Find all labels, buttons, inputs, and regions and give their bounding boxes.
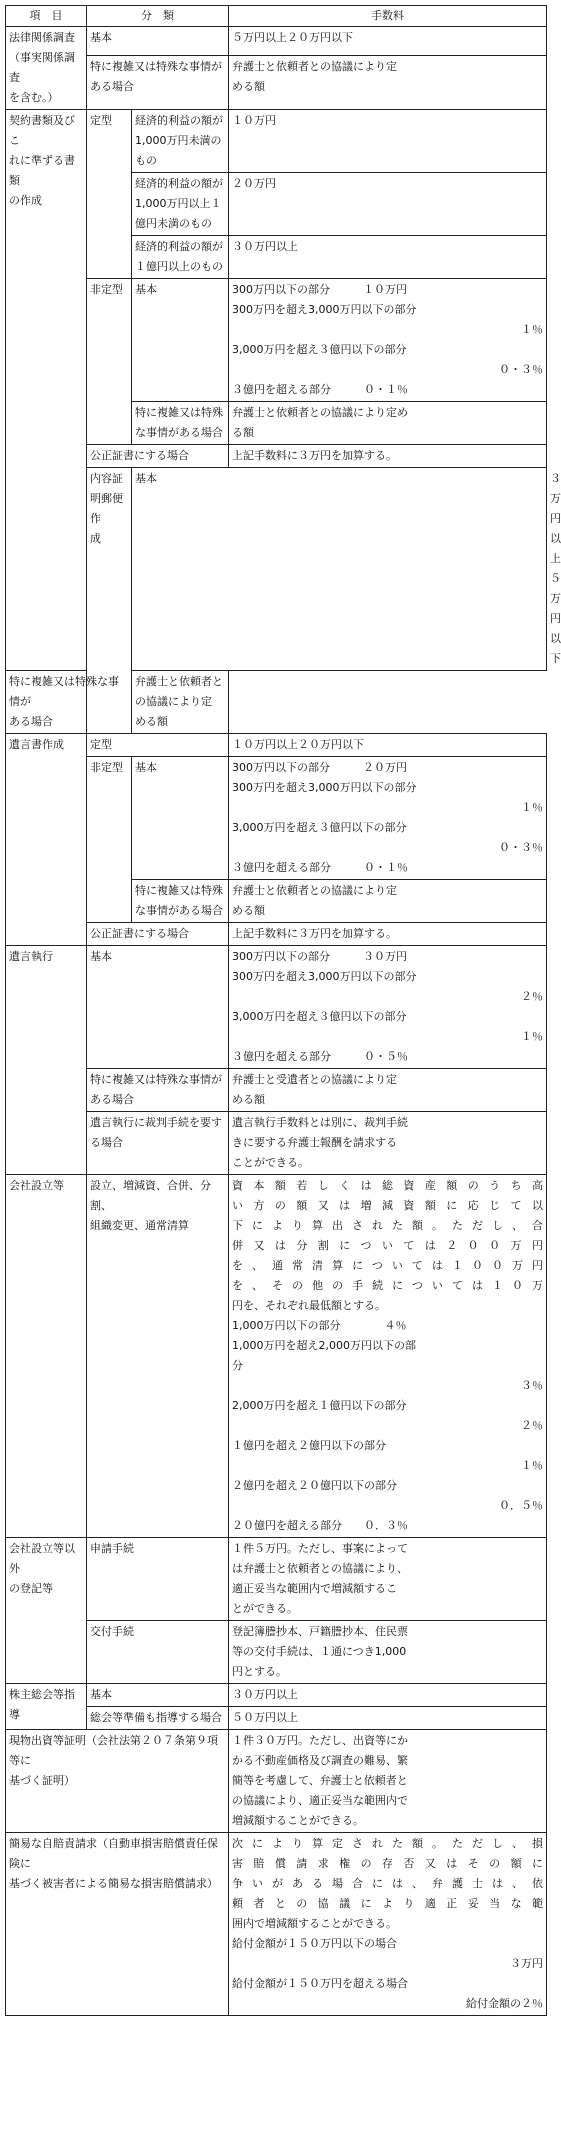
cat-notary: 公正証書にする場合 <box>87 445 229 468</box>
text-line: １件３０万円。ただし、出資等にか <box>232 1734 408 1747</box>
cat-std-3 <box>132 236 229 279</box>
text-line: る場合 <box>90 1136 123 1149</box>
text-line: 300万円以下の部分 １０万円 <box>232 283 407 296</box>
fee-notary: 上記手数料に３万円を加算する。 <box>229 445 547 468</box>
text-line: 法律関係調査 <box>9 31 75 44</box>
table-row <box>6 1175 547 1538</box>
text-line: 弁護士と依頼者との協議により定 <box>232 884 397 897</box>
fee-prep: ５０万円以上 <box>229 1707 547 1730</box>
text-line: １件５万円。ただし、事案によって <box>232 1542 408 1555</box>
text-line: 億円未満のもの <box>135 217 212 230</box>
text-line: ３％ <box>521 1379 543 1392</box>
text-line: 簡等を考慮して、弁護士と依頼者と <box>232 1774 408 1787</box>
item-legal-survey <box>6 27 87 110</box>
text-line: 会社設立等以外 <box>9 1542 75 1575</box>
fee-basic-tiers <box>229 279 547 402</box>
text-line: 契約書類及びこ <box>9 114 75 147</box>
text-line: 基づく被害者による簡易な損害賠償請求） <box>9 1877 218 1890</box>
text-line: ０．５％ <box>499 1499 543 1512</box>
text-line: １％ <box>521 801 543 814</box>
cat-complex <box>132 880 229 923</box>
text-line: 給付金額が１５０万円を超える場合 <box>232 1977 408 1990</box>
text-line: ある場合 <box>90 79 134 93</box>
text-line: ０・３％ <box>499 363 543 376</box>
text-line: ２％ <box>521 990 543 1003</box>
fee-company-setup <box>229 1175 547 1538</box>
header-fee: 手数料 <box>229 6 547 27</box>
text-line: を、通常清算については１００万円 <box>232 1259 543 1272</box>
cat-complex <box>132 402 229 445</box>
table-row <box>6 1069 547 1112</box>
text-line: 遺言執行に裁判手続を要す <box>90 1116 222 1129</box>
text-line: める額 <box>232 79 265 93</box>
text-line: 3,000万円を超え３億円以下の部分 <box>232 343 407 356</box>
text-line: 300万円を超え3,000万円以下の部分 <box>232 970 417 983</box>
text-line: 現物出資等証明（会社法第２０７条第９項等に <box>9 1734 218 1767</box>
text-line: 基づく証明） <box>9 1774 75 1787</box>
text-line: 頼者との協議により適正妥当な範 <box>232 1897 543 1910</box>
text-line: ３万円 <box>510 1957 543 1970</box>
text-line: かる不動産価格及び調査の難易、繁 <box>232 1754 408 1767</box>
cat-basic: 基本 <box>132 468 547 671</box>
table-row <box>6 1112 547 1175</box>
text-line: の登記等 <box>9 1582 53 1595</box>
text-line: 300万円を超え3,000万円以下の部分 <box>232 781 417 794</box>
text-line: 弁護士と依頼者との協議により定 <box>232 59 397 73</box>
text-line: 特に複雑又は特殊な事情が <box>90 59 222 73</box>
cat-standard: 定型 <box>87 734 229 757</box>
text-line: る額 <box>232 426 254 439</box>
fee-std-1: １０万円 <box>229 110 547 173</box>
table-row <box>6 445 547 468</box>
text-line: 円とする。 <box>232 1665 287 1678</box>
item-company-setup: 会社設立等 <box>6 1175 87 1538</box>
table-row <box>6 757 547 880</box>
text-line: １億円を超え２億円以下の部分 <box>232 1439 386 1452</box>
text-line: １億円以上のもの <box>135 260 223 273</box>
text-line: もの <box>135 154 157 167</box>
text-line: は弁護士と依頼者との協議により、 <box>232 1562 408 1575</box>
item-contract-docs <box>6 110 87 671</box>
fee-table <box>5 5 561 2016</box>
table-row <box>6 671 547 734</box>
table-row: 内容証明郵便作 成 基本 ３万円以上５万円以下 <box>6 468 547 671</box>
text-line: める額 <box>232 904 265 917</box>
text-line: 遺言執行手数料とは別に、裁判手続 <box>232 1116 408 1129</box>
text-line: 次により算定された額。ただし、損 <box>232 1837 543 1850</box>
text-line: 増減額することができる。 <box>232 1814 364 1827</box>
text-line: 囲内で増減額することができる。 <box>232 1917 397 1930</box>
cat-notary: 公正証書にする場合 <box>87 923 229 946</box>
fee-basic-tiers <box>229 946 547 1069</box>
table-row <box>6 1707 547 1730</box>
cat-basic: 基本 <box>132 757 229 880</box>
fee-delivery <box>229 1621 547 1684</box>
text-line: 弁護士と依頼者との協議により定め <box>232 406 408 419</box>
text-line: 特に複雑又は特殊 <box>135 406 223 419</box>
cat-apply: 申請手続 <box>87 1538 229 1621</box>
cat-complex <box>87 1069 229 1112</box>
table-row <box>6 734 547 757</box>
text-line: 組織変更、通常清算 <box>90 1219 189 1232</box>
text-line: を含む。） <box>9 91 59 104</box>
text-line: 3,000万円を超え３億円以下の部分 <box>232 1010 407 1023</box>
text-line: 300万円以下の部分 ３０万円 <box>232 950 407 963</box>
text-line: れに準ずる書類 <box>9 154 75 187</box>
cat-nonstandard: 非定型 <box>87 757 132 923</box>
text-line: 併又は分割については２００万円 <box>232 1239 543 1252</box>
text-line: ２％ <box>521 1419 543 1432</box>
text-line: 簡易な自賠責請求（自動車損害賠償責任保険に <box>9 1837 218 1870</box>
text-line: ある場合 <box>90 1093 134 1106</box>
text-line: の作成 <box>9 194 42 207</box>
text-line: 1,000万円を超え2,000万円以下の部 <box>232 1339 416 1352</box>
text-line: の協議により、適正妥当な範囲内で <box>232 1794 408 1807</box>
text-line: （事実関係調査 <box>9 51 75 84</box>
text-line: 特に複雑又は特殊な事情が <box>90 1073 222 1086</box>
fee-basic-tiers <box>229 757 547 880</box>
cat-complex <box>6 671 132 734</box>
text-line: める額 <box>135 715 168 728</box>
item-will-drafting: 遺言書作成 <box>6 734 87 946</box>
text-line: 1,000万円以上１ <box>135 197 222 210</box>
text-line: な事情がある場合 <box>135 426 223 439</box>
cat-nonstandard: 非定型 <box>87 279 132 445</box>
fee-complex <box>132 671 229 734</box>
table-row <box>6 923 547 946</box>
fee-compensation <box>229 1833 547 2016</box>
text-line: １％ <box>521 1459 543 1472</box>
cat-basic: 基本 <box>87 1684 229 1707</box>
fee-trial <box>229 1112 547 1175</box>
item-will-execution: 遺言執行 <box>6 946 87 1175</box>
text-line: 分 <box>232 1359 243 1372</box>
text-line: 経済的利益の額が <box>135 177 223 190</box>
text-line: 給付金額が１５０万円以下の場合 <box>232 1937 397 1950</box>
text-line: 1,000万円以下の部分 ４％ <box>232 1319 407 1332</box>
text-line: 300万円以下の部分 ２０万円 <box>232 761 407 774</box>
header-item: 項 目 <box>6 6 87 27</box>
text-line: 3,000万円を超え３億円以下の部分 <box>232 821 407 834</box>
table-row <box>6 1538 547 1621</box>
text-line: 登記簿謄抄本、戸籍謄抄本、住民票 <box>232 1625 408 1638</box>
text-line: い方の額又は増減資額に応じて以 <box>232 1199 543 1212</box>
text-line: ０・３％ <box>499 841 543 854</box>
fee-complex <box>229 1069 547 1112</box>
cat-company-setup <box>87 1175 229 1538</box>
text-line: な事情がある場合 <box>135 904 223 917</box>
cat-basic: 基本 <box>87 946 229 1069</box>
fee-std-2: ２０万円 <box>229 173 547 236</box>
cat-std-1 <box>132 110 229 173</box>
table-row <box>6 110 547 173</box>
text-line: １％ <box>521 1030 543 1043</box>
header-category: 分 類 <box>87 6 229 27</box>
text-line: ことができる。 <box>232 1156 309 1169</box>
text-line: ある場合 <box>9 715 53 728</box>
text-line: 弁護士と受遺者との協議により定 <box>232 1073 397 1086</box>
fee-standard: １０万円以上２０万円以下 <box>229 734 547 757</box>
text-line: 円を、それぞれ最低額とする。 <box>232 1299 386 1312</box>
cat-complex <box>87 55 229 109</box>
text-line: ２０億円を超える部分 ０．３％ <box>232 1519 408 1532</box>
item-compensation <box>6 1833 229 2016</box>
text-line: ３億円を超える部分 ０・１％ <box>232 383 408 396</box>
text-line: １％ <box>521 323 543 336</box>
text-line: 経済的利益の額が <box>135 240 223 253</box>
table-row <box>6 27 547 56</box>
fee-std-3: ３０万円以上 <box>229 236 547 279</box>
text-line: 害賠償請求権の存否又はその額に <box>232 1857 543 1870</box>
text-line: きに要する弁護士報酬を請求する <box>232 1136 397 1149</box>
text-line: 給付金額の２％ <box>466 1997 543 2010</box>
fee-basic: ５万円以上２０万円以下 <box>229 27 547 56</box>
text-line: 特に複雑又は特殊な事情が <box>9 675 119 708</box>
text-line: ２億円を超え２０億円以下の部分 <box>232 1479 397 1492</box>
cat-basic: 基本 <box>132 279 229 402</box>
header-row <box>6 6 547 27</box>
text-line: 1,000万円未満の <box>135 134 222 147</box>
text-line: とができる。 <box>232 1602 298 1615</box>
text-line: 内容証明郵便作 <box>90 472 123 525</box>
text-line: 300万円を超え3,000万円以下の部分 <box>232 303 417 316</box>
table-row <box>6 1833 547 2016</box>
text-line: 下により算出された額。ただし、合 <box>232 1219 543 1232</box>
fee-complex <box>229 880 547 923</box>
text-line: 適正妥当な範囲内で増減額するこ <box>232 1582 397 1595</box>
text-line: 弁護士と依頼者との協議により定 <box>135 675 223 708</box>
cat-prep: 総会等準備も指導する場合 <box>87 1707 229 1730</box>
fee-apply <box>229 1538 547 1621</box>
cat-delivery: 交付手続 <box>87 1621 229 1684</box>
cat-std-2 <box>132 173 229 236</box>
item-registration <box>6 1538 87 1684</box>
text-line: 争いがある場合には、弁護士は、依 <box>232 1877 543 1890</box>
cat-basic: 基本 <box>87 27 229 56</box>
text-line: 成 <box>90 532 101 545</box>
table-row <box>6 1684 547 1707</box>
text-line: ３億円を超える部分 ０・１％ <box>232 861 408 874</box>
table-row <box>6 279 547 402</box>
fee-notary: 上記手数料に３万円を加算する。 <box>229 923 547 946</box>
table-row <box>6 946 547 1069</box>
text-line: ３億円を超える部分 ０・５％ <box>232 1050 408 1063</box>
text-line: 資本額若しくは総資産額のうち高 <box>232 1179 543 1192</box>
fee-complex <box>229 402 547 445</box>
text-line: 等の交付手続は、１通につき1,000 <box>232 1645 407 1658</box>
text-line: を、その他の手続については１０万 <box>232 1279 543 1292</box>
fee-basic: ３０万円以上 <box>229 1684 547 1707</box>
cat-standard: 定型 <box>87 110 132 279</box>
table-row <box>6 55 547 109</box>
table-row <box>6 1621 547 1684</box>
table-row <box>6 1730 547 1833</box>
text-line: 2,000万円を超え１億円以下の部分 <box>232 1399 407 1412</box>
text-line: 特に複雑又は特殊 <box>135 884 223 897</box>
item-in-kind <box>6 1730 229 1833</box>
text-line: める額 <box>232 1093 265 1106</box>
text-line: 設立、増減資、合併、分割、 <box>90 1179 211 1212</box>
text-line: 経済的利益の額が <box>135 114 223 127</box>
cat-trial <box>87 1112 229 1175</box>
fee-complex <box>229 55 547 109</box>
fee-in-kind <box>229 1730 547 1833</box>
item-shareholders: 株主総会等指導 <box>6 1684 87 1730</box>
